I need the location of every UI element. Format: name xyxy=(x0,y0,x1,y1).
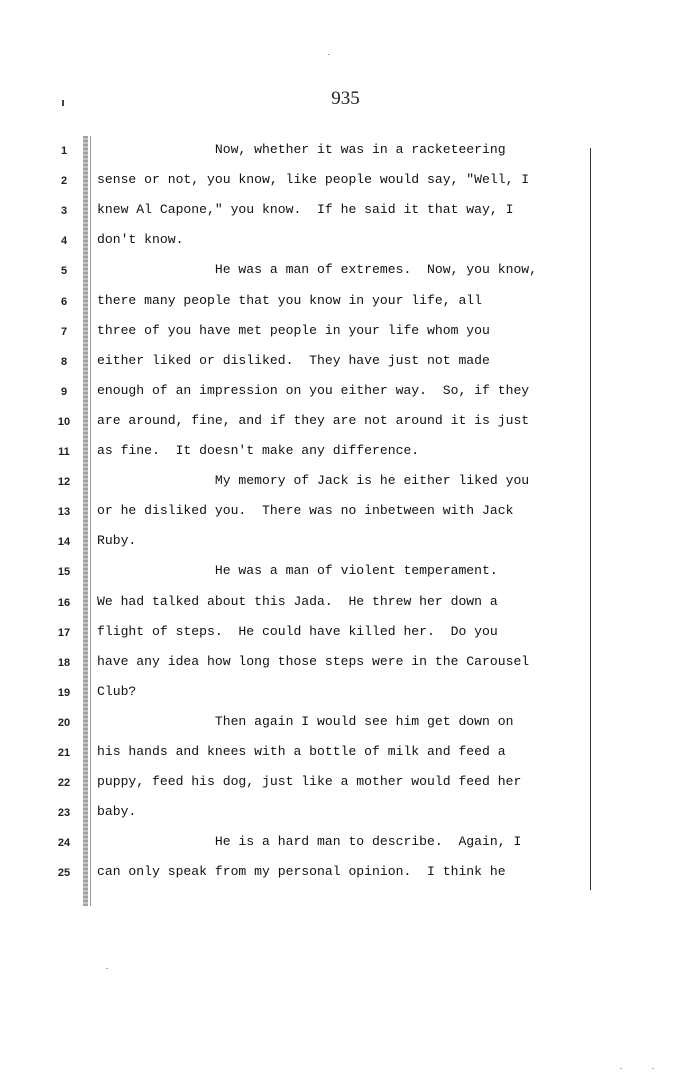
line-number: 9 xyxy=(60,385,68,398)
transcript-line: flight of steps. He could have killed her. Do you xyxy=(97,623,498,639)
transcript-line: sense or not, you know, like people would say, "Well, I xyxy=(97,172,530,188)
line-number: 6 xyxy=(60,295,68,308)
page-number: 935 xyxy=(331,88,360,109)
line-number: 23 xyxy=(57,807,71,820)
line-number: 18 xyxy=(57,656,71,669)
transcript-line: He is a hard man to describe. Again, I xyxy=(97,834,522,850)
line-number: 4 xyxy=(60,235,68,248)
line-number: 22 xyxy=(57,777,71,790)
scan-speck xyxy=(620,1068,622,1069)
transcript-line: We had talked about this Jada. He threw her down a xyxy=(97,593,498,609)
scan-speck xyxy=(328,54,330,55)
transcript-line: baby. xyxy=(97,804,137,820)
right-margin-rule xyxy=(590,148,591,890)
transcript-line: My memory of Jack is he either liked you xyxy=(97,473,530,489)
transcript-line: either liked or disliked. They have just not made xyxy=(97,352,490,368)
transcript-line: have any idea how long those steps were in the Carousel xyxy=(97,653,530,669)
line-number: 11 xyxy=(58,446,70,458)
transcript-line: knew Al Capone," you know. If he said it that way, I xyxy=(97,202,514,218)
line-number: 24 xyxy=(57,837,71,850)
left-margin-rule xyxy=(83,136,88,906)
transcript-line: Now, whether it was in a racketeering xyxy=(97,142,506,157)
line-number: 10 xyxy=(57,415,71,428)
transcript-line: enough of an impression on you either way. So, if they xyxy=(97,382,530,398)
transcript-line: Ruby. xyxy=(97,533,137,549)
line-number: 7 xyxy=(60,325,68,338)
line-number: 25 xyxy=(57,867,71,880)
line-number: 1 xyxy=(60,145,68,157)
transcript-line: three of you have met people in your life whom you xyxy=(97,322,490,338)
line-number: 16 xyxy=(57,596,71,609)
line-number: 17 xyxy=(57,626,71,639)
line-number: 13 xyxy=(57,506,71,519)
line-number: 2 xyxy=(60,175,68,188)
transcript-line: puppy, feed his dog, just like a mother would feed her xyxy=(97,774,522,790)
margin-tick-mark xyxy=(62,100,64,106)
line-number: 3 xyxy=(60,205,68,218)
transcript-line: He was a man of violent temperament. xyxy=(97,563,498,579)
transcript-line: don't know. xyxy=(97,232,184,248)
line-number: 21 xyxy=(57,747,71,759)
line-number: 15 xyxy=(57,566,71,579)
transcript-line: his hands and knees with a bottle of milk and feed a xyxy=(97,744,506,759)
line-number: 20 xyxy=(57,716,71,729)
transcript-line: can only speak from my personal opinion. I think he xyxy=(97,864,506,880)
line-number: 14 xyxy=(57,536,71,549)
line-number: 8 xyxy=(60,355,68,368)
line-number: 12 xyxy=(57,476,71,489)
scan-speck xyxy=(106,968,108,969)
transcript-line: as fine. It doesn't make any difference. xyxy=(97,443,420,458)
line-number: 19 xyxy=(57,686,71,699)
transcript-line: there many people that you know in your life, all xyxy=(97,292,483,308)
transcript-line: Club? xyxy=(97,683,137,699)
line-number: 5 xyxy=(60,265,68,278)
transcript-line: are around, fine, and if they are not around it is just xyxy=(97,412,530,428)
scan-speck xyxy=(652,1068,654,1069)
left-margin-rule-inner xyxy=(90,136,91,906)
transcript-line: He was a man of extremes. Now, you know, xyxy=(97,262,538,278)
transcript-line: or he disliked you. There was no inbetween with Jack xyxy=(97,503,514,519)
transcript-line: Then again I would see him get down on xyxy=(97,713,514,729)
